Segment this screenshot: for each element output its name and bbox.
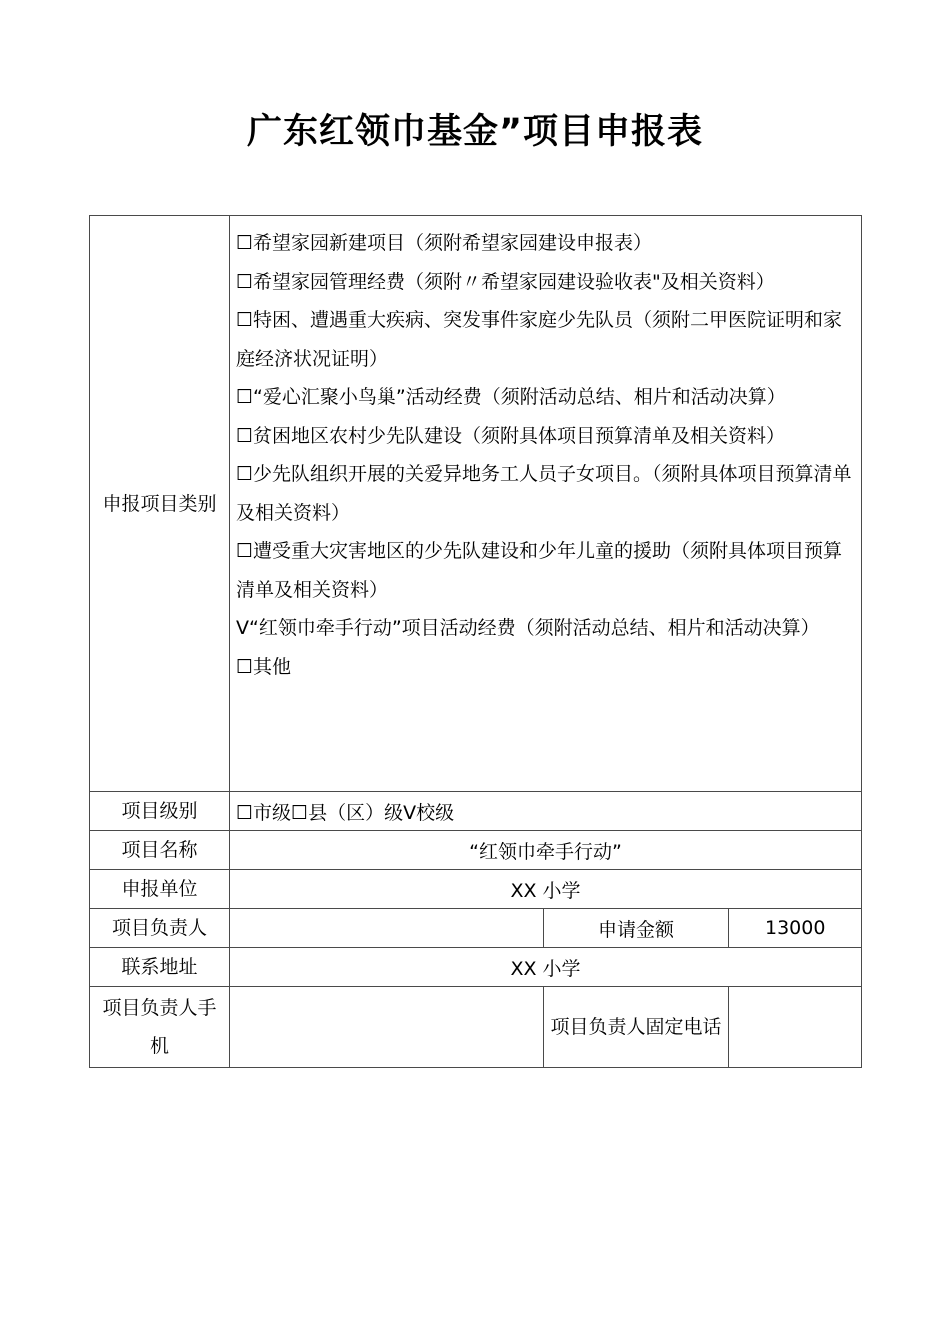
option-migrant-children[interactable]: ☐少先队组织开展的关爱异地务工人员子女项目。（须附具体项目预算清单及相关资料） bbox=[236, 463, 852, 524]
application-form-table bbox=[89, 215, 862, 1068]
row-address bbox=[90, 948, 862, 987]
mobile-label: 项目负责人手机 bbox=[90, 987, 230, 1068]
form-title: 广东红领巾基金”项目申报表 bbox=[246, 112, 703, 152]
category-options bbox=[230, 216, 862, 792]
project-name-label: 项目名称 bbox=[90, 831, 230, 870]
row-phone bbox=[90, 987, 862, 1068]
row-leader bbox=[90, 909, 862, 948]
row-unit bbox=[90, 870, 862, 909]
unit-value[interactable]: XX 小学 bbox=[230, 870, 862, 909]
option-new-home[interactable]: ☐希望家园新建项目（须附希望家园建设申报表） bbox=[236, 232, 653, 254]
option-rural-team[interactable]: ☐贫困地区农村少先队建设（须附具体项目预算清单及相关资料） bbox=[236, 424, 786, 447]
leader-label: 项目负责人 bbox=[90, 909, 230, 948]
option-other[interactable]: ☐其他 bbox=[236, 655, 292, 678]
level-value[interactable]: ☐市级☐县（区）级Ⅴ校级 bbox=[230, 792, 862, 831]
row-category bbox=[90, 216, 862, 792]
project-name-value[interactable]: “红领巾牵手行动” bbox=[230, 831, 862, 870]
row-project-name bbox=[90, 831, 862, 870]
address-label: 联系地址 bbox=[90, 948, 230, 987]
amount-value[interactable]: 13000 bbox=[729, 909, 862, 948]
unit-label: 申报单位 bbox=[90, 870, 230, 909]
option-bird-nest[interactable]: ☐“爱心汇聚小鸟巢”活动经费（须附活动总结、相片和活动决算） bbox=[236, 386, 786, 408]
leader-value[interactable] bbox=[230, 909, 544, 948]
amount-label: 申请金额 bbox=[544, 909, 729, 948]
option-hand-in-hand[interactable]: V“红领巾牵手行动”项目活动经费（须附活动总结、相片和活动决算） bbox=[236, 617, 820, 639]
row-level bbox=[90, 792, 862, 831]
landline-value[interactable] bbox=[729, 987, 862, 1068]
option-disaster-aid[interactable]: ☐遭受重大灾害地区的少先队建设和少年儿童的援助（须附具体项目预算清单及相关资料） bbox=[236, 540, 843, 601]
option-home-management[interactable]: ☐希望家园管理经费（须附〃希望家园建设验收表"及相关资料） bbox=[236, 270, 775, 293]
category-label: 申报项目类别 bbox=[90, 216, 230, 792]
level-label: 项目级别 bbox=[90, 792, 230, 831]
option-hardship-family[interactable]: ☐特困、遭遇重大疾病、突发事件家庭少先队员（须附二甲医院证明和家庭经济状况证明） bbox=[236, 309, 843, 370]
mobile-value[interactable] bbox=[230, 987, 544, 1068]
landline-label: 项目负责人固定电话 bbox=[544, 987, 729, 1068]
address-value[interactable]: XX 小学 bbox=[230, 948, 862, 987]
